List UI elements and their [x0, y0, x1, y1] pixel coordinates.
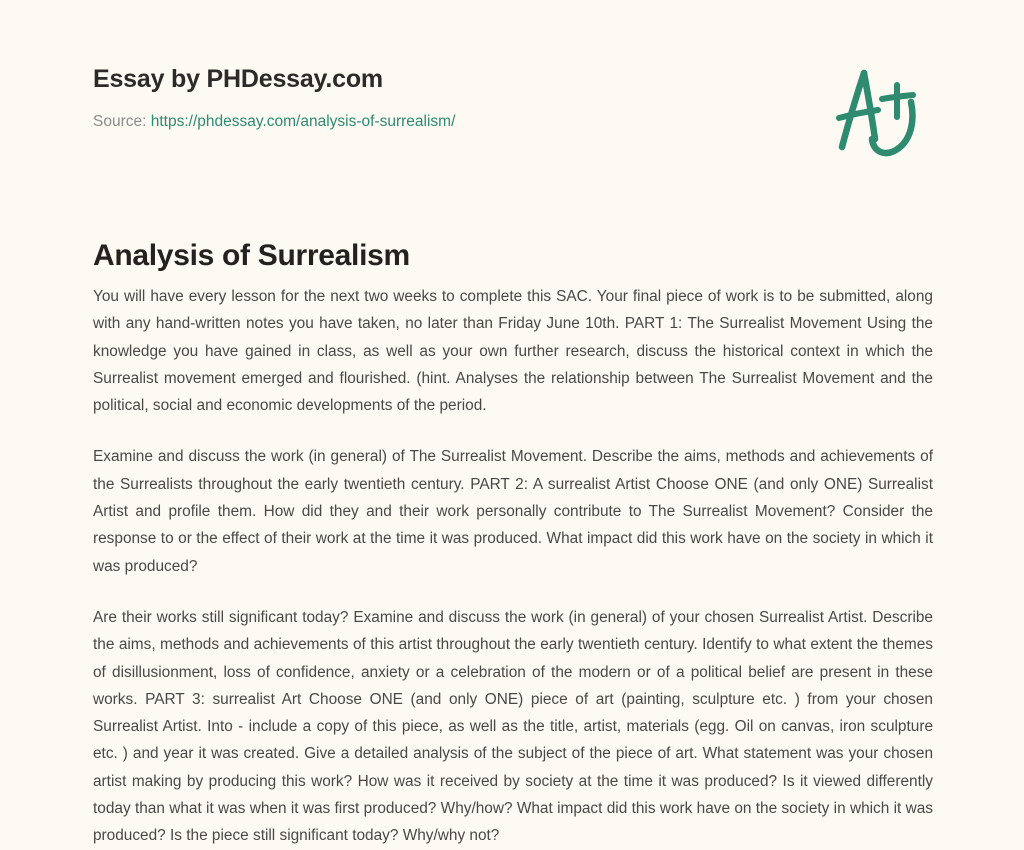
brand-title: Essay by PHDessay.com [93, 65, 383, 93]
source-url-link[interactable]: https://phdessay.com/analysis-of-surrealism/ [150, 113, 456, 130]
paragraph: Examine and discuss the work (in general) of The Surrealist Movement. Describe the aims, methods and achievements of the Surrealists throughout the early twentieth century. PART 2: A surrealist Artist Choose ONE (and only ONE) Surrealist Artist and profile them. How did they and their work personally contribute to The Surrealist Movement? Consider the response to or the effect of their work at the time it was produced. What impact did this work have on the society in which it was produced? [93, 448, 933, 575]
essay-body [93, 283, 933, 850]
page-title: Analysis of Surrealism [93, 239, 410, 273]
a-plus-logo-icon [812, 55, 932, 175]
page-header [93, 64, 931, 174]
source-line [93, 112, 931, 132]
paragraph: You will have every lesson for the next two weeks to complete this SAC. Your final piece of work is to be submitted, along with any hand-written notes you have taken, no later than Friday June 10th. PART 1: The Surrealist Movement Using the knowledge you have gained in class, as well as your own further research, discuss the historical context in which the Surrealist movement emerged and flourished. (hint. Analyses the relationship between The Surrealist Movement and the political, social and economic developments of the period. [93, 288, 933, 415]
source-label: Source: [93, 113, 147, 130]
paragraph: Are their works still significant today? Examine and discuss the work (in general) of your chosen Surrealist Artist. Describe the aims, methods and achievements of this artist throughout the early twentieth century. Identify to what extent the themes of disillusionment, loss of confidence, anxiety or a celebration of the modern or of a political belief are present in these works. PART 3: surrealist Art Choose ONE (and only ONE) piece of art (painting, sculpture etc. ) from your chosen Surrealist Artist. Into - include a copy of this piece, as well as the title, artist, materials (egg. Oil on canvas, iron sculpture etc. ) and year it was created. Give a detailed analysis of the subject of the piece of art. What statement was your chosen artist making by producing this work? How was it received by society at the time it was produced? Is it viewed differently today than what it was when it was first produced? Why/how? What impact did this work have on the society in which it was produced? Is the piece still significant today? Why/why not? [93, 608, 933, 845]
